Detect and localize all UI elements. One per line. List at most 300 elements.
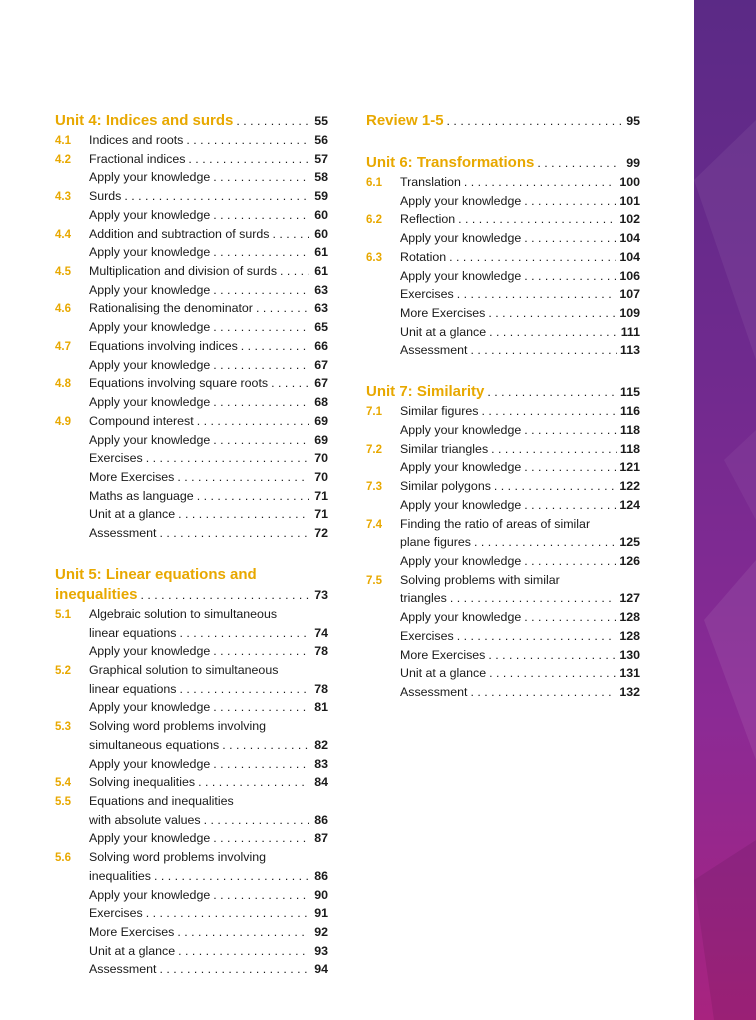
entry-title: Surds <box>89 189 122 204</box>
toc-entry[interactable] <box>366 267 640 286</box>
dot-leader <box>482 402 618 421</box>
dot-leader <box>524 421 617 440</box>
dot-leader <box>494 477 616 496</box>
page-number: 111 <box>620 324 640 339</box>
dot-leader <box>524 192 616 211</box>
toc-entry[interactable] <box>366 515 640 534</box>
page-number: 74 <box>314 625 328 640</box>
page-number: 58 <box>314 170 328 185</box>
toc-entry[interactable] <box>55 698 328 717</box>
section-spacer <box>366 360 640 382</box>
dot-leader <box>474 533 616 552</box>
page-number: 95 <box>626 114 640 128</box>
entry-title: Graphical solution to simultaneous <box>89 662 279 677</box>
toc-entry[interactable] <box>55 225 328 244</box>
unit-title: Unit 6: Transformations <box>366 154 535 171</box>
page-number: 55 <box>314 114 328 128</box>
page-number: 90 <box>314 887 328 902</box>
section-number: 4.4 <box>55 228 71 241</box>
page-number: 91 <box>314 906 328 921</box>
dot-leader <box>272 225 309 244</box>
entry-title: Compound interest <box>89 413 194 428</box>
section-number: 7.2 <box>366 443 382 456</box>
page-number: 70 <box>314 469 328 484</box>
dot-leader <box>470 683 616 702</box>
toc-entry[interactable] <box>366 192 640 211</box>
toc-unit-heading[interactable] <box>366 153 640 173</box>
toc-entry[interactable] <box>55 811 328 830</box>
dot-leader <box>213 886 309 905</box>
dot-leader <box>213 356 309 375</box>
entry-title: More Exercises <box>89 925 175 940</box>
toc-entry[interactable] <box>55 960 328 979</box>
section-number: 4.7 <box>55 340 71 353</box>
entry-title: Apply your knowledge <box>89 357 211 372</box>
toc-entry[interactable] <box>55 505 328 524</box>
unit-title: Unit 7: Similarity <box>366 383 485 401</box>
unit-title: Unit 5: Linear equations and <box>55 565 257 583</box>
toc-entry[interactable] <box>55 187 328 206</box>
dot-leader <box>213 755 309 774</box>
toc-entry[interactable] <box>55 605 328 624</box>
toc-entry[interactable] <box>55 168 328 187</box>
toc-entry[interactable] <box>55 661 328 680</box>
toc-entry[interactable] <box>55 886 328 905</box>
entry-title: Solving problems with similar <box>400 572 560 587</box>
dot-leader <box>124 187 309 206</box>
entry-title: Rotation <box>400 249 447 264</box>
dot-leader <box>178 505 309 524</box>
toc-entry[interactable] <box>55 393 328 412</box>
entry-title: Apply your knowledge <box>400 553 522 568</box>
page-number: 118 <box>620 422 640 437</box>
page-number: 100 <box>619 175 640 189</box>
toc-entry[interactable] <box>55 829 328 848</box>
toc-entry[interactable] <box>55 356 328 375</box>
entry-title: Apply your knowledge <box>89 700 211 715</box>
page-number: 86 <box>314 868 328 883</box>
page-number: 131 <box>619 666 640 681</box>
entry-title: More Exercises <box>89 469 175 484</box>
toc-entry[interactable] <box>55 642 328 661</box>
toc-entry[interactable] <box>55 942 328 961</box>
section-spacer <box>55 543 328 565</box>
page-number: 104 <box>619 231 640 246</box>
toc-entry[interactable] <box>366 533 640 552</box>
dot-leader <box>180 624 310 643</box>
toc-entry[interactable] <box>55 374 328 393</box>
page-number: 116 <box>620 404 640 419</box>
toc-entry[interactable] <box>366 589 640 608</box>
section-number: 7.5 <box>366 574 382 587</box>
page-number: 102 <box>619 212 640 227</box>
dot-leader <box>146 449 309 468</box>
toc-entry[interactable] <box>55 736 328 755</box>
dot-leader <box>524 608 616 627</box>
entry-title: Assessment <box>89 526 157 541</box>
page-number: 63 <box>314 282 328 297</box>
entry-title: Exercises <box>400 628 454 643</box>
dot-leader <box>177 923 309 942</box>
toc-entry[interactable] <box>55 867 328 886</box>
entry-title: Similar polygons <box>400 479 491 494</box>
entry-title: Apply your knowledge <box>89 644 211 659</box>
entry-title: Apply your knowledge <box>400 268 522 283</box>
entry-title: More Exercises <box>400 306 486 321</box>
page-number: 68 <box>314 395 328 410</box>
dot-leader <box>180 680 310 699</box>
entry-title: Maths as language <box>89 488 194 503</box>
dot-leader <box>159 960 309 979</box>
page-number: 128 <box>619 610 640 625</box>
toc-entry[interactable] <box>366 285 640 304</box>
toc-entry[interactable] <box>366 210 640 229</box>
section-number: 4.5 <box>55 266 71 279</box>
page-number: 78 <box>314 681 328 696</box>
entry-title: Unit at a glance <box>400 324 487 339</box>
dot-leader <box>487 382 617 402</box>
sidebar-pattern <box>694 0 756 1020</box>
toc-entry[interactable] <box>55 773 328 792</box>
dot-leader <box>159 524 309 543</box>
dot-leader <box>458 210 616 229</box>
page-number: 121 <box>619 460 640 475</box>
toc-entry[interactable] <box>366 627 640 646</box>
dot-leader <box>222 736 309 755</box>
entry-title: Solving inequalities <box>89 775 196 790</box>
page-number: 67 <box>314 376 328 391</box>
toc-entry[interactable] <box>366 646 640 665</box>
page-number: 127 <box>619 591 640 606</box>
page-number: 70 <box>314 451 328 466</box>
entry-title: Unit at a glance <box>89 507 176 522</box>
section-number: 5.4 <box>55 777 71 790</box>
dot-leader <box>488 646 616 665</box>
entry-title: Apply your knowledge <box>400 422 522 437</box>
entry-title: triangles <box>400 591 447 606</box>
entry-title: Exercises <box>89 451 143 466</box>
toc-entry[interactable] <box>55 431 328 450</box>
dot-leader <box>457 285 617 304</box>
entry-title: Indices and roots <box>89 133 184 147</box>
entry-title: Apply your knowledge <box>400 497 522 512</box>
toc-entry[interactable] <box>55 680 328 699</box>
dot-leader <box>524 458 616 477</box>
page-number: 124 <box>619 497 640 512</box>
entry-title: simultaneous equations <box>89 737 220 752</box>
dot-leader <box>213 281 309 300</box>
toc-entry[interactable] <box>366 496 640 515</box>
toc-entry[interactable] <box>55 468 328 487</box>
page-number: 57 <box>314 151 328 166</box>
toc-entry[interactable] <box>55 281 328 300</box>
decorative-sidebar <box>694 0 756 1020</box>
toc-unit-heading[interactable] <box>55 565 328 585</box>
toc-unit-heading[interactable] <box>366 111 640 131</box>
page-number: 69 <box>314 432 328 447</box>
page-number: 66 <box>314 338 328 353</box>
entry-title: linear equations <box>89 625 177 640</box>
page-number: 101 <box>619 193 640 208</box>
dot-leader <box>178 942 309 961</box>
entry-title: Finding the ratio of areas of similar <box>400 516 591 531</box>
page-number: 94 <box>314 962 328 977</box>
dot-leader <box>213 642 309 661</box>
entry-title: Apply your knowledge <box>400 193 522 208</box>
page-number: 109 <box>619 306 640 321</box>
page-number: 83 <box>314 756 328 771</box>
page-number: 93 <box>314 943 328 958</box>
section-number: 7.3 <box>366 481 382 494</box>
dot-leader <box>447 111 621 131</box>
entry-title: Apply your knowledge <box>89 207 211 222</box>
toc-entry[interactable] <box>55 262 328 281</box>
entry-title: Equations involving indices <box>89 338 238 353</box>
dot-leader <box>524 267 616 286</box>
toc-entry[interactable] <box>55 904 328 923</box>
entry-title: Rationalising the denominator <box>89 301 253 316</box>
section-number: 5.1 <box>55 608 71 621</box>
section-number: 6.1 <box>366 177 382 189</box>
page-number: 118 <box>620 441 640 456</box>
entry-title: Algebraic solution to simultaneous <box>89 606 278 621</box>
entry-title: Equations and inequalities <box>89 794 234 808</box>
dot-leader <box>141 585 309 605</box>
page-number: 60 <box>314 226 328 241</box>
page-number: 72 <box>314 526 328 541</box>
page-number: 82 <box>314 737 328 752</box>
page-number: 106 <box>619 268 640 283</box>
toc-entry[interactable] <box>366 402 640 421</box>
page-number: 132 <box>619 684 640 699</box>
dot-leader <box>213 829 309 848</box>
entry-title: linear equations <box>89 681 177 696</box>
toc-entry[interactable] <box>55 299 328 318</box>
section-number: 4.1 <box>55 135 71 147</box>
page-number: 86 <box>314 812 328 827</box>
section-number: 5.2 <box>55 664 71 677</box>
toc-entry[interactable] <box>55 487 328 506</box>
toc-unit-heading[interactable] <box>55 111 328 131</box>
entry-title: Equations involving square roots <box>89 376 269 391</box>
toc-left-column <box>55 111 328 979</box>
page-number: 71 <box>314 507 328 522</box>
entry-title: Similar triangles <box>400 441 489 456</box>
page-number: 128 <box>619 628 640 643</box>
entry-title: Reflection <box>400 212 456 227</box>
entry-title: Apply your knowledge <box>89 432 211 447</box>
entry-title: Translation <box>400 175 461 189</box>
page-number: 78 <box>314 644 328 659</box>
entry-title: Fractional indices <box>89 151 186 166</box>
section-number: 7.4 <box>366 518 382 531</box>
dot-leader <box>236 111 309 131</box>
page-number: 61 <box>314 264 328 279</box>
entry-title: Apply your knowledge <box>89 245 211 260</box>
section-number: 6.3 <box>366 251 382 264</box>
entry-title: Apply your knowledge <box>400 231 522 246</box>
page-number: 63 <box>314 301 328 316</box>
dot-leader <box>470 341 617 360</box>
page-number: 59 <box>314 189 328 204</box>
page-number: 87 <box>314 831 328 846</box>
toc-entry[interactable] <box>366 664 640 683</box>
unit-title: Review 1-5 <box>366 112 444 129</box>
toc-entry[interactable] <box>55 318 328 337</box>
toc-entry[interactable] <box>55 923 328 942</box>
entry-title: Apply your knowledge <box>400 610 522 625</box>
dot-leader <box>450 589 616 608</box>
toc-entry[interactable] <box>366 683 640 702</box>
page-number: 60 <box>314 207 328 222</box>
toc-entry[interactable] <box>366 248 640 267</box>
unit-title: Unit 4: Indices and surds <box>55 112 234 129</box>
toc-entry[interactable] <box>55 717 328 736</box>
dot-leader <box>449 248 616 267</box>
entry-title: Similar figures <box>400 404 479 419</box>
dot-leader <box>524 552 616 571</box>
dot-leader <box>197 412 309 431</box>
toc-unit-heading[interactable] <box>55 585 328 605</box>
toc-entry[interactable] <box>366 421 640 440</box>
page-number: 71 <box>314 488 328 503</box>
page-number: 122 <box>619 479 640 494</box>
toc-entry[interactable] <box>366 477 640 496</box>
entry-title: with absolute values <box>89 812 201 827</box>
dot-leader <box>271 374 309 393</box>
entry-title: Assessment <box>400 343 468 358</box>
page-number: 126 <box>619 553 640 568</box>
toc-entry[interactable] <box>366 440 640 459</box>
entry-title: Multiplication and division of surds <box>89 264 278 279</box>
page-number: 84 <box>314 775 328 790</box>
page-number: 99 <box>626 156 640 170</box>
page-number: 67 <box>314 357 328 372</box>
toc-entry[interactable] <box>366 341 640 360</box>
entry-title: Unit at a glance <box>89 943 176 958</box>
page-number: 61 <box>314 245 328 260</box>
toc-entry[interactable] <box>55 755 328 774</box>
toc-entry[interactable] <box>55 131 328 150</box>
entry-title: Apply your knowledge <box>400 460 522 475</box>
section-number: 4.9 <box>55 415 71 428</box>
dot-leader <box>464 173 616 192</box>
entry-title: Assessment <box>400 684 468 699</box>
entry-title: Solving word problems involving <box>89 719 266 734</box>
section-number: 5.3 <box>55 721 71 734</box>
toc-entry[interactable] <box>366 552 640 571</box>
dot-leader <box>457 627 617 646</box>
toc-entry[interactable] <box>366 229 640 248</box>
dot-leader <box>213 393 309 412</box>
dot-leader <box>154 867 309 886</box>
toc-entry[interactable] <box>55 848 328 867</box>
section-number: 4.8 <box>55 378 71 391</box>
section-number: 4.2 <box>55 153 71 166</box>
page-number: 92 <box>314 925 328 940</box>
section-number: 4.6 <box>55 303 71 316</box>
toc-right-column <box>366 111 640 702</box>
section-number: 4.3 <box>55 191 71 204</box>
entry-title: Solving word problems involving <box>89 850 266 865</box>
dot-leader <box>489 323 618 342</box>
dot-leader <box>177 468 309 487</box>
page-number: 115 <box>620 385 640 400</box>
toc-entry[interactable] <box>366 304 640 323</box>
dot-leader <box>188 150 309 169</box>
page-number: 65 <box>314 320 328 335</box>
toc-entry[interactable] <box>55 337 328 356</box>
dot-leader <box>213 698 309 717</box>
dot-leader <box>204 811 309 830</box>
page-number: 125 <box>619 535 640 550</box>
toc-entry[interactable] <box>55 412 328 431</box>
toc-entry[interactable] <box>55 449 328 468</box>
toc-entry[interactable] <box>55 524 328 543</box>
entry-title: Apply your knowledge <box>89 395 211 410</box>
page-number: 81 <box>314 700 328 715</box>
dot-leader <box>241 337 309 356</box>
dot-leader <box>213 168 309 187</box>
page-number: 107 <box>619 287 640 302</box>
entry-title: Exercises <box>400 287 454 302</box>
page-number: 104 <box>619 249 640 264</box>
toc-entry[interactable] <box>55 150 328 169</box>
toc-entry[interactable] <box>366 458 640 477</box>
toc-entry[interactable] <box>55 792 328 811</box>
toc-entry[interactable] <box>366 608 640 627</box>
toc-entry[interactable] <box>366 571 640 590</box>
dot-leader <box>280 262 309 281</box>
section-number: 7.1 <box>366 406 382 419</box>
toc-entry[interactable] <box>366 173 640 192</box>
entry-title: Apply your knowledge <box>89 831 211 846</box>
page-number: 113 <box>620 343 640 358</box>
entry-title: plane figures <box>400 535 471 550</box>
unit-title: inequalities <box>55 585 138 603</box>
section-number: 5.5 <box>55 796 71 808</box>
entry-title: Apply your knowledge <box>89 282 211 297</box>
dot-leader <box>524 229 616 248</box>
toc-unit-heading[interactable] <box>366 382 640 402</box>
section-number: 5.6 <box>55 852 71 865</box>
toc-entry[interactable] <box>55 624 328 643</box>
dot-leader <box>186 131 309 150</box>
page-number: 73 <box>314 587 328 602</box>
section-number: 6.2 <box>366 214 382 227</box>
entry-title: Apply your knowledge <box>89 320 211 335</box>
page-number: 69 <box>314 413 328 428</box>
dot-leader <box>213 243 309 262</box>
entry-title: Assessment <box>89 962 157 977</box>
section-spacer <box>366 131 640 153</box>
dot-leader <box>256 299 309 318</box>
page-number: 56 <box>314 133 328 147</box>
page-number: 130 <box>619 647 640 662</box>
toc-entry[interactable] <box>55 243 328 262</box>
dot-leader <box>491 440 617 459</box>
entry-title: Apply your knowledge <box>89 887 211 902</box>
entry-title: Addition and subtraction of surds <box>89 226 270 241</box>
entry-title: inequalities <box>89 868 151 883</box>
dot-leader <box>524 496 616 515</box>
dot-leader <box>213 431 309 450</box>
toc-entry[interactable] <box>55 206 328 225</box>
dot-leader <box>198 773 309 792</box>
dot-leader <box>213 318 309 337</box>
dot-leader <box>537 153 621 173</box>
toc-entry[interactable] <box>366 323 640 342</box>
